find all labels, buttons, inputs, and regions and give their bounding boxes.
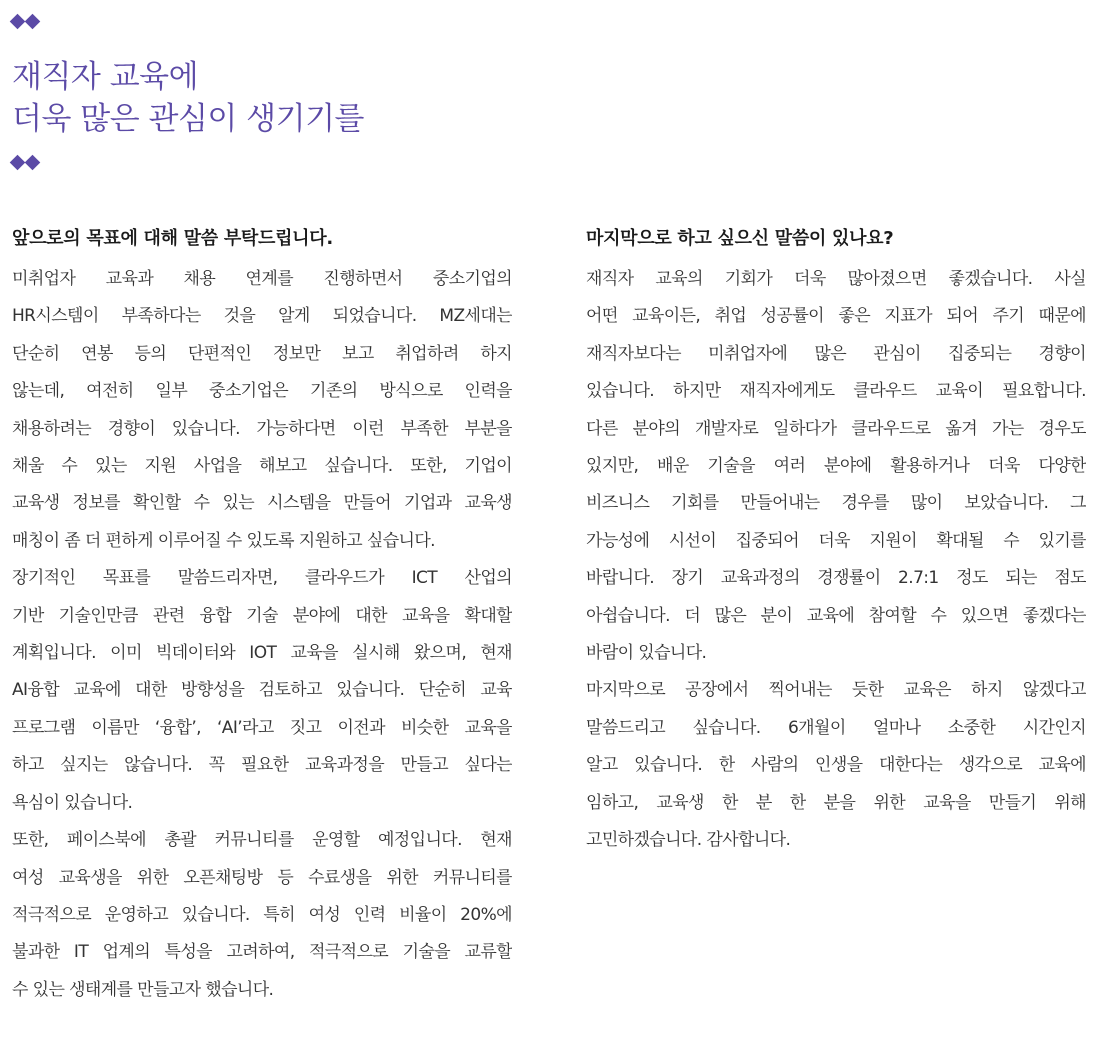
left-line: 프로그램 이름만 ‘융합’, ‘AI’라고 짓고 이전과 비슷한 교육을 <box>12 717 512 738</box>
right-line: 재직자 교육의 기회가 더욱 많아졌으면 좋겠습니다. 사실 <box>586 269 1086 289</box>
left-line: 하고 싶지는 않습니다. 꼭 필요한 교육과정을 만들고 싶다는 <box>12 755 512 776</box>
left-line: 채울 수 있는 지원 사업을 해보고 싶습니다. 또한, 기업이 <box>12 456 512 477</box>
diamond-icon <box>25 155 41 171</box>
left-line: 미취업자 교육과 채용 연계를 진행하면서 중소기업의 <box>12 269 512 289</box>
title-line-1: 재직자 교육에 <box>12 59 199 95</box>
right-line: 비즈니스 기회를 만들어내는 경우를 많이 보았습니다. 그 <box>586 493 1086 514</box>
left-line: HR시스템이 부족하다는 것을 알게 되었습니다. MZ세대는 <box>12 306 512 327</box>
left-line: AI융합 교육에 대한 방향성을 검토하고 있습니다. 단순히 교육 <box>12 680 512 701</box>
right-line: 바람이 있습니다. <box>586 643 707 664</box>
right-answer-body <box>586 261 1086 860</box>
left-answer-body <box>12 261 512 1009</box>
diamond-icon <box>25 14 41 30</box>
left-line: 교육생 정보를 확인할 수 있는 시스템을 만들어 기업과 교육생 <box>12 493 512 514</box>
right-line: 다른 분야의 개발자로 일하다가 클라우드로 옮겨 가는 경우도 <box>586 418 1086 439</box>
left-line: 장기적인 목표를 말씀드리자면, 클라우드가 ICT 산업의 <box>12 568 512 589</box>
right-line: 말씀드리고 싶습니다. 6개월이 얼마나 소중한 시간인지 <box>586 717 1086 738</box>
left-line: 채용하려는 경향이 있습니다. 가능하다면 이런 부족한 부분을 <box>12 418 512 439</box>
left-line: 욕심이 있습니다. <box>12 792 133 813</box>
title-line-2: 더욱 많은 관심이 생기기를 <box>12 101 364 137</box>
right-line: 아쉽습니다. 더 많은 분이 교육에 참여할 수 있으면 좋겠다는 <box>586 605 1086 626</box>
left-line: 수 있는 생태계를 만들고자 했습니다. <box>12 979 274 1000</box>
right-line: 재직자보다는 미취업자에 많은 관심이 집중되는 경향이 <box>586 343 1086 364</box>
right-line: 임하고, 교육생 한 분 한 분을 위한 교육을 만들기 위해 <box>586 792 1086 813</box>
page-title <box>12 56 364 140</box>
right-line: 가능성에 시선이 집중되어 더욱 지원이 확대될 수 있기를 <box>586 530 1086 551</box>
left-column <box>12 222 512 1009</box>
decorative-diamonds-top <box>12 12 42 32</box>
left-line: 적극적으로 운영하고 있습니다. 특히 여성 인력 비율이 20%에 <box>12 904 512 925</box>
right-line: 바랍니다. 장기 교육과정의 경쟁률이 2.7:1 정도 되는 점도 <box>586 568 1086 589</box>
left-line: 불과한 IT 업계의 특성을 고려하여, 적극적으로 기술을 교류할 <box>12 942 512 963</box>
diamond-icon <box>10 155 26 171</box>
decorative-diamonds-bottom <box>12 153 42 173</box>
right-line: 고민하겠습니다. 감사합니다. <box>586 830 791 851</box>
left-line: 단순히 연봉 등의 단편적인 정보만 보고 취업하려 하지 <box>12 343 512 364</box>
left-line: 매칭이 좀 더 편하게 이루어질 수 있도록 지원하고 싶습니다. <box>12 530 435 551</box>
right-line: 알고 있습니다. 한 사람의 인생을 대한다는 생각으로 교육에 <box>586 755 1086 776</box>
left-line: 기반 기술인만큼 관련 융합 기술 분야에 대한 교육을 확대할 <box>12 605 512 626</box>
diamond-icon <box>10 14 26 30</box>
left-line: 계획입니다. 이미 빅데이터와 IOT 교육을 실시해 왔으며, 현재 <box>12 643 512 664</box>
left-line: 또한, 페이스북에 총괄 커뮤니티를 운영할 예정입니다. 현재 <box>12 830 512 851</box>
left-question-heading: 앞으로의 목표에 대해 말씀 부탁드립니다. <box>12 228 333 249</box>
right-line: 있지만, 배운 기술을 여러 분야에 활용하거나 더욱 다양한 <box>586 456 1086 477</box>
right-column <box>586 222 1086 860</box>
right-line: 어떤 교육이든, 취업 성공률이 좋은 지표가 되어 주기 때문에 <box>586 306 1086 327</box>
left-line: 않는데, 여전히 일부 중소기업은 기존의 방식으로 인력을 <box>12 381 512 402</box>
right-line: 마지막으로 공장에서 찍어내는 듯한 교육은 하지 않겠다고 <box>586 680 1086 701</box>
left-line: 여성 교육생을 위한 오픈채팅방 등 수료생을 위한 커뮤니티를 <box>12 867 512 888</box>
right-line: 있습니다. 하지만 재직자에게도 클라우드 교육이 필요합니다. <box>586 381 1086 402</box>
right-question-heading: 마지막으로 하고 싶으신 말씀이 있나요? <box>586 228 894 249</box>
